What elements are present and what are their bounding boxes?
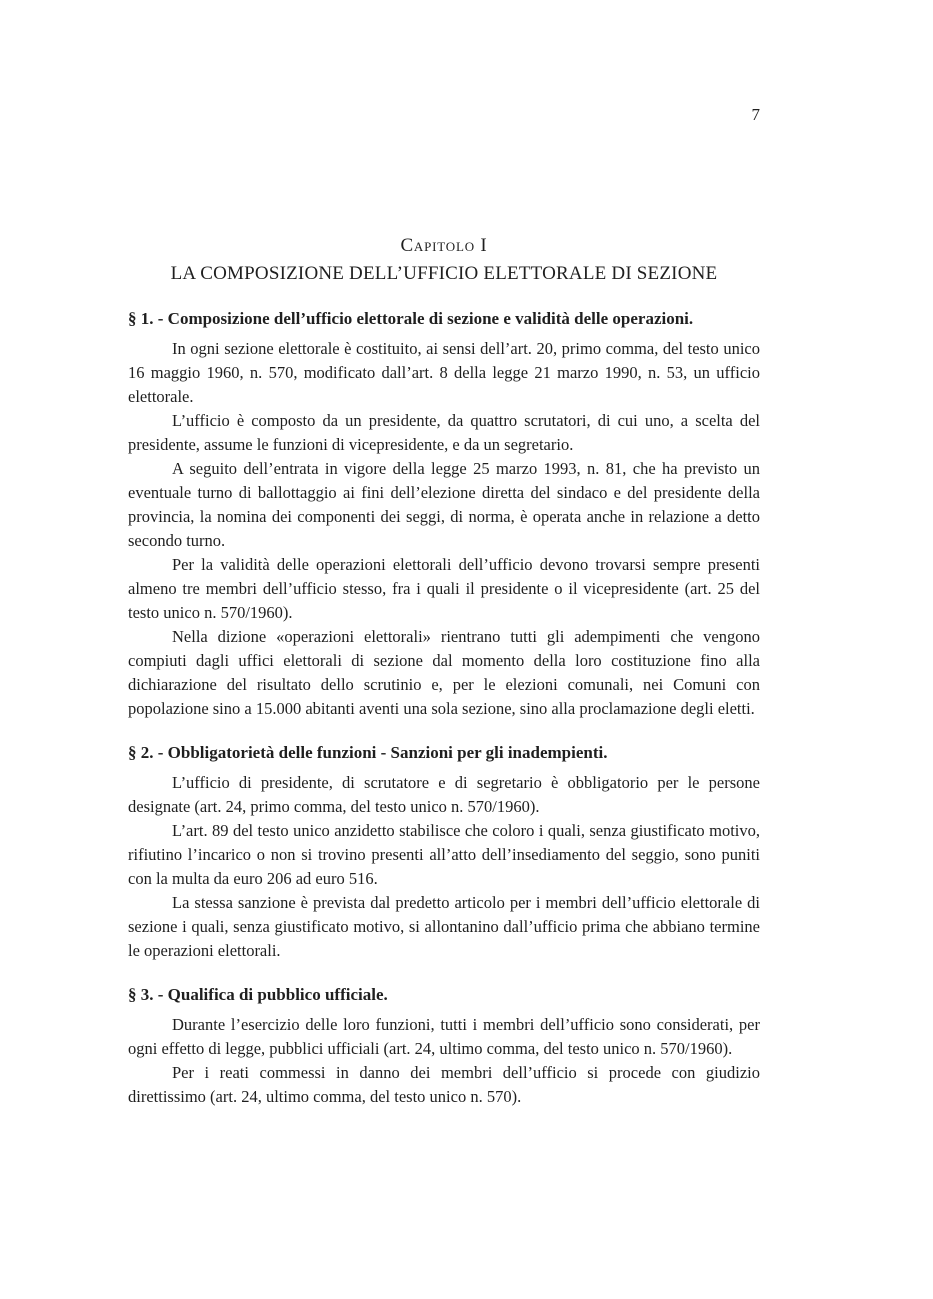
- chapter-title: LA COMPOSIZIONE DELL’UFFICIO ELETTORALE DI SEZIONE: [170, 263, 718, 284]
- paragraph: L’ufficio di presidente, di scrutatore e di segretario è obbligatorio per le persone designate (art. 24, primo comma, del testo unico n. 570/1960).: [128, 773, 760, 816]
- paragraph: L’ufficio è composto da un presidente, da quattro scrutatori, di cui uno, a scelta del presidente, assume le funzioni di vicepresidente, e da un segretario.: [128, 411, 760, 454]
- paragraph: L’art. 89 del testo unico anzidetto stabilisce che coloro i quali, senza giustificato motivo, rifiutino l’incarico o non si trovino presenti all’atto dell’insediamento del seggio, sono puniti con la multa da euro 206 ad euro 516.: [128, 821, 760, 888]
- paragraph: Per i reati commessi in danno dei membri dell’ufficio si procede con giudizio direttissimo (art. 24, ultimo comma, del testo unico n. 570).: [128, 1063, 760, 1106]
- section-1-heading: § 1. - Composizione dell’ufficio elettorale di sezione e validità delle operazioni.: [128, 309, 694, 328]
- page-content: [128, 0, 760, 1109]
- paragraph: La stessa sanzione è prevista dal predetto articolo per i membri dell’ufficio elettorale di sezione i quali, senza giustificato motivo, si allontanino dall’ufficio prima che abbiano termine le operazioni elettorali.: [128, 893, 760, 960]
- section-3-heading: § 3. - Qualifica di pubblico ufficiale.: [128, 985, 388, 1004]
- paragraph: In ogni sezione elettorale è costituito, ai sensi dell’art. 20, primo comma, del testo unico 16 maggio 1960, n. 570, modificato dall’art. 8 della legge 21 marzo 1990, n. 53, un ufficio elettorale.: [128, 339, 760, 406]
- paragraph: Per la validità delle operazioni elettorali dell’ufficio devono trovarsi sempre presenti almeno tre membri dell’ufficio stesso, fra i quali il presidente o il vicepresidente (art. 25 del testo unico n. 570/1960).: [128, 555, 760, 622]
- section-1: [128, 307, 760, 721]
- paragraph: A seguito dell’entrata in vigore della legge 25 marzo 1993, n. 81, che ha previsto un eventuale turno di ballottaggio ai fini dell’elezione diretta del sindaco e del presidente della provincia, la nomina dei componenti dei seggi, di norma, è operata anche in relazione a detto secondo turno.: [128, 459, 760, 550]
- chapter-label: Capitolo I: [400, 235, 488, 256]
- section-3: [128, 983, 760, 1109]
- section-2: [128, 741, 760, 963]
- section-2-heading: § 2. - Obbligatorietà delle funzioni - Sanzioni per gli inadempienti.: [128, 743, 608, 762]
- page-number: 7: [751, 105, 760, 124]
- paragraph: Durante l’esercizio delle loro funzioni, tutti i membri dell’ufficio sono considerati, per ogni effetto di legge, pubblici ufficiali (art. 24, ultimo comma, del testo unico n. 570/1960).: [128, 1015, 760, 1058]
- paragraph: Nella dizione «operazioni elettorali» rientrano tutti gli adempimenti che vengono compiuti dagli uffici elettorali di sezione dal momento della loro costituzione fino alla dichiarazione del risultato dello scrutinio e, per le elezioni comunali, nei Comuni con popolazione sino a 15.000 abitanti aventi una sola sezione, sino alla proclamazione degli eletti.: [128, 627, 760, 718]
